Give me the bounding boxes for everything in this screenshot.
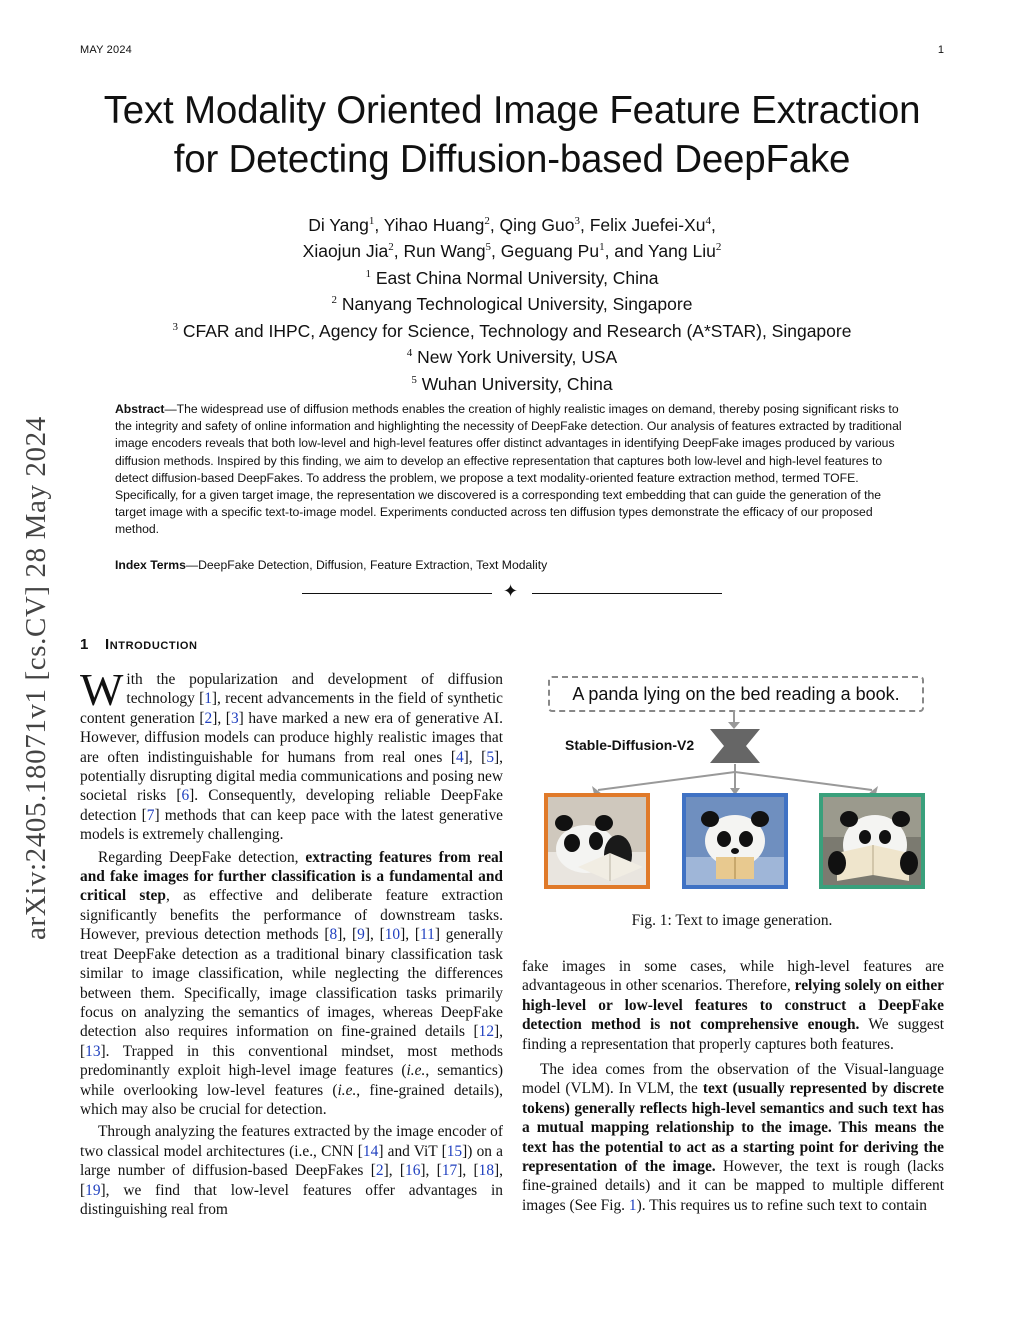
body-text: ). This requires us to refine such text to contain [636,1196,927,1214]
affiliation-marker: 3 [172,320,179,333]
affiliation-item [80,289,944,315]
affiliation-marker: 3 [574,215,580,227]
divider-diamond-icon: ✦ [503,581,519,601]
body-text: ], [ [337,926,358,944]
body-text: We suggest finding a representation that properly captures both features. [522,1016,944,1053]
body-text: ], [ [80,1162,503,1199]
citation-link[interactable]: 12 [478,1023,495,1041]
author-name: Xiaojun Jia [302,241,389,262]
body-text: , as effective and deliberate feature extraction significantly benefits the performance of downstream tasks. However, previous detection methods [ [80,887,503,944]
author-name: Di Yang [308,214,369,235]
branch-arrows-icon [590,760,890,796]
body-text: , semantics) while overlooking low-level features ( [80,1062,504,1099]
paragraph [80,848,503,1120]
generated-image-2 [682,793,788,889]
paragraph [80,664,504,845]
body-text: ] methods that can keep pace with the latest generative models is extremely challenging. [80,806,503,844]
divider-line [532,593,722,594]
index-terms-label: Index Terms [115,558,186,572]
title-line: for Detecting Diffusion-based DeepFake [173,138,851,181]
emphasis-text: text (usually represented by discrete tokens) generally reflects high-level semantics and such text has a mutual mapping relationship to the image. This means the text has the potential to act as a starting point for deriving the representation of the image. [522,1080,944,1176]
arxiv-stamp[interactable]: arXiv:2405.18071v1 [cs.CV] 28 May 2024 [20,416,52,940]
citation-link[interactable]: 11 [420,926,435,944]
author-name: Yihao Huang [383,214,485,235]
affiliation-marker: 1 [368,215,375,227]
panda-image [686,797,784,885]
body-text: ], we find that low-level features offer advantages in distinguishing real from [80,1181,503,1218]
citation-link[interactable]: 7 [146,806,155,824]
body-text: ], [ [420,1162,442,1180]
citation-link[interactable]: 18 [478,1162,495,1180]
author-separator: , [489,214,500,235]
body-text: However, the text is rough (lacks fine-grained details) and it can be mapped to multiple different images (See Fig. [522,1158,945,1214]
body-text: Regarding DeepFake detection, [98,848,306,866]
author-name: Geguang Pu [500,241,600,262]
citation-link[interactable]: 13 [85,1042,101,1060]
body-text: ]) on a large number of diffusion-based DeepFakes [ [80,1142,503,1180]
citation-link[interactable]: 3 [230,709,239,727]
citation-link[interactable]: 5 [486,748,495,766]
affiliation-list [80,263,944,395]
citation-link[interactable]: 1 [204,690,212,708]
affiliation-text: New York University, USA [412,346,618,367]
author-separator: , [710,214,716,235]
model-label: Stable-Diffusion-V2 [565,737,695,753]
affiliation-marker: 5 [485,241,492,254]
affiliation-item [80,263,944,289]
body-text: fake images in some cases, while high-level features are advantageous in other scenarios. Therefore, [522,958,944,995]
affiliation-marker: 1 [599,241,605,254]
panda-image [823,797,921,885]
paper-title [60,86,964,184]
body-text: Through analyzing the features extracted by the image encoder of two classical model architectures (i.e., CNN [ [80,1123,503,1160]
affiliation-item [80,316,944,342]
body-text: ]. Consequently, developing reliable DeepFake detection [ [80,787,503,824]
citation-link[interactable]: 4 [455,748,464,766]
author-separator: , [579,214,590,235]
abstract-text: —The widespread use of diffusion methods enables the creation of highly realistic images on demand, thereby posing significant risks to the integrity and safety of online information and highlighting the necessity of DeepFake detection. Our analysis of features extracted by traditional image encoders reveals that both low-level and high-level features offer distinct advantages in identifying DeepFake images produced by various diffusion methods. Inspired by this finding, we aim to develop an effective representation that captures both low-level and high-level features to detect diffusion-based DeepFakes. To address the problem, we propose a text modality-oriented feature extraction method, termed TOFE. Specifically, for a given target image, the representation we discovered is a corresponding text embedding that can guide the generation of the target image with a specific text-to-image model. Experiments conducted across ten diffusion types demonstrate the efficacy of our proposed method. [115,402,902,537]
body-text: ], potentially disrupting digital media communications and posing new societal risks [ [80,748,503,805]
author-line [80,236,944,262]
author-name: Yang Liu [648,241,716,262]
body-text: ] generally treat DeepFake detection as a traditional binary classification task similar to image classification, while neglecting the differences between them. Specifically, image classification tasks primarily focus on analyzing the semantics of images, whereas DeepFake detection also requires information on fine-grained details [ [80,926,504,1041]
prompt-box: A panda lying on the bed reading a book. [548,676,924,712]
paragraph [522,1060,944,1215]
affiliation-text: CFAR and IHPC, Agency for Science, Technology and Research (A*STAR), Singapore [178,320,852,341]
body-text: ], [ [457,1162,479,1180]
paragraph [80,1122,503,1219]
body-text: ]. Trapped in this conventional mindset, most methods predominantly exploit high-level image features ( [80,1042,503,1080]
citation-link[interactable]: 2 [204,709,213,727]
author-separator: , and [604,241,649,262]
affiliation-marker: 2 [388,241,394,254]
author-name: Qing Guo [499,214,575,235]
citation-link[interactable]: 15 [446,1142,463,1160]
left-column [80,664,504,1219]
affiliation-marker: 2 [484,215,490,227]
section-title: Introduction [104,636,198,653]
right-column [522,957,944,1215]
author-separator: , [393,241,404,262]
author-name: Run Wang [403,241,486,262]
affiliation-text: Wuhan University, China [416,373,613,394]
emphasis-text: relying solely on either high-level or low-level features to construct a DeepFake detection method is not comprehensive enough. [522,977,945,1034]
generated-image-1 [544,793,650,889]
citation-link[interactable]: 8 [329,926,338,944]
author-block [80,210,944,395]
affiliation-marker: 1 [365,267,371,280]
body-text: The idea comes from the observation of the Visual-language model (VLM). In VLM, the [522,1061,944,1098]
body-text: ], [ [364,926,385,944]
affiliation-item [80,342,944,368]
panda-image [548,797,646,885]
author-separator: , [491,241,501,262]
author-name: Felix Juefei-Xu [589,214,706,235]
citation-link[interactable]: 14 [362,1142,379,1160]
body-text: ], recent advancements in the field of synthetic content generation [ [80,690,503,727]
affiliation-marker: 4 [406,347,413,360]
affiliation-text: Nanyang Technological University, Singapore [337,294,693,315]
body-text: ], [ [383,1162,405,1180]
section-heading [80,636,198,653]
running-header: MAY 2024 [80,44,132,56]
italic-text: i.e. [406,1062,426,1080]
index-terms-text: —DeepFake Detection, Diffusion, Feature Extraction, Text Modality [185,558,548,572]
figure-caption: Fig. 1: Text to image generation. [631,912,833,929]
body-text: ], [ [212,709,231,727]
citation-link[interactable]: 6 [181,787,190,805]
index-terms [115,557,915,574]
affiliation-marker: 2 [715,241,722,254]
citation-link[interactable]: 17 [441,1162,458,1180]
citation-link[interactable]: 1 [628,1196,637,1214]
affiliation-text: East China Normal University, China [370,267,659,288]
divider-line [302,593,492,594]
citation-link[interactable]: 2 [375,1162,384,1180]
drop-cap: W [80,664,124,715]
citation-link[interactable]: 9 [357,926,365,944]
body-text: ], [ [400,926,421,944]
affiliation-marker: 2 [331,294,338,307]
affiliation-item [80,369,944,395]
title-line: Text Modality Oriented Image Feature Extraction [103,89,921,132]
abstract-label: Abstract [115,402,165,416]
body-text: , fine-grained details), which may also be crucial for detection. [80,1081,503,1118]
paragraph [522,957,944,1054]
author-separator: , [374,214,384,235]
body-text: ] and ViT [ [378,1142,447,1160]
generated-image-3 [819,793,925,889]
affiliation-marker: 4 [705,215,711,227]
citation-link[interactable]: 10 [384,926,401,944]
body-text: ], [ [463,748,487,766]
arrow-head-icon [728,722,740,729]
abstract [115,401,915,539]
affiliation-marker: 5 [411,373,417,386]
diffusion-model-icon [710,729,760,763]
emphasis-text: extracting features from real and fake images for further classification is a fundamental and critical step [80,848,503,905]
body-text: ith the popularization and development of diffusion technology [ [126,671,503,708]
body-text: ], [ [80,1023,503,1060]
citation-link[interactable]: 19 [85,1181,101,1199]
citation-link[interactable]: 16 [405,1162,421,1180]
section-number: 1 [80,636,89,653]
page-number: 1 [937,44,944,56]
author-line [80,210,944,236]
italic-text: i.e. [337,1081,357,1099]
body-text: ] have marked a new era of generative AI. However, diffusion models can produce highly realistic images that are often indistinguishable for humans from real ones [ [80,709,504,766]
